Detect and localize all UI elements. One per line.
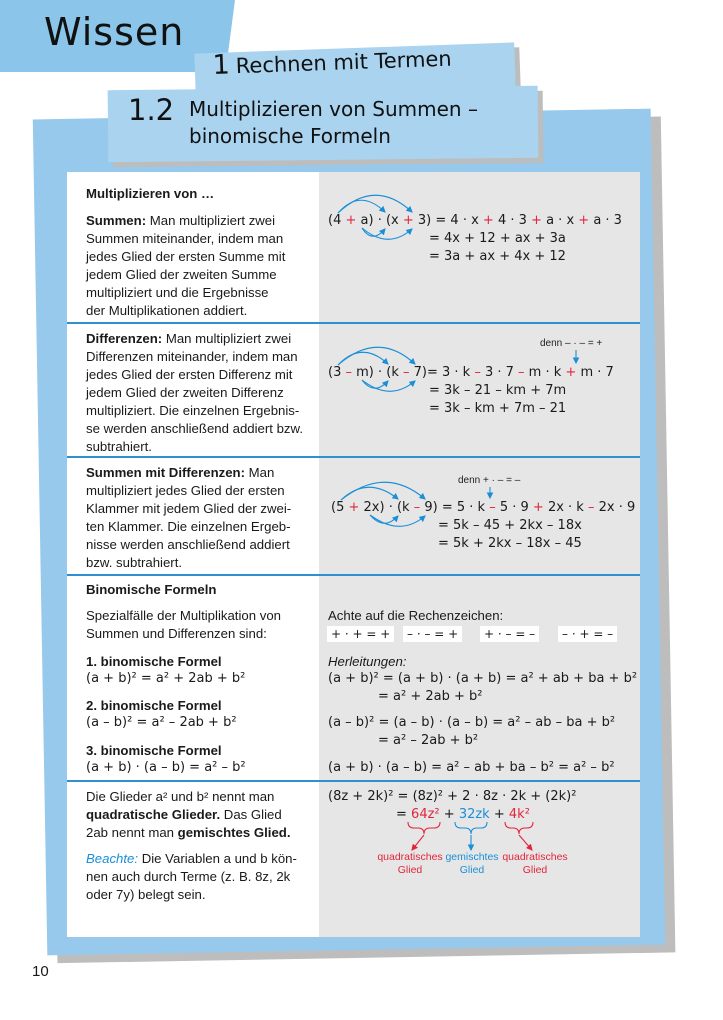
formula2-title: 2. binomische Formel	[86, 698, 222, 713]
chapter-title-text: Rechnen mit Termen	[235, 46, 453, 79]
text-line: nen auch durch Terme (z. B. 8z, 2k	[86, 869, 291, 884]
binom-intro-line2: Summen und Differenzen sind:	[86, 626, 267, 641]
section-number: 1.2	[128, 93, 175, 127]
differenzen-equation-line2: = 3k – 21 – km + 7m	[429, 383, 567, 398]
term-32zk: 32zk	[458, 807, 490, 822]
differenzen-equation-line3: = 3k – km + 7m – 21	[429, 401, 567, 416]
text-line: subtrahiert.	[86, 439, 152, 454]
summen-equation-line2: = 4x + 12 + ax + 3a	[429, 231, 566, 246]
text-line: multipliziert jedes Glied der ersten	[86, 483, 285, 498]
term-braces	[408, 822, 533, 850]
text-line: oder 7y) belegt sein.	[86, 887, 206, 902]
distribution-arrows-3	[341, 482, 490, 526]
formula1: (a + b)² = a² + 2ab + b²	[86, 671, 246, 686]
summen-diff-note: denn + · – = –	[458, 475, 521, 486]
derivation1-line2: = a² + 2ab + b²	[378, 689, 483, 704]
summen-diff-label: Summen mit Differenzen:	[86, 465, 246, 480]
derivation2-line1: (a – b)² = (a – b) · (a – b) = a² – ab – ba + b²	[328, 715, 616, 730]
summen-diff-equation-line3: = 5k + 2kx – 18x – 45	[438, 536, 582, 551]
distribution-arrows-1	[338, 195, 412, 239]
text-line: Klammer mit jedem Glied der zwei-	[86, 501, 292, 516]
formula2: (a – b)² = a² – 2ab + b²	[86, 715, 237, 730]
differenzen-note: denn – · – = +	[540, 338, 603, 349]
label-gemischtes-glied: gemischtes Glied	[445, 851, 499, 876]
sign-rule-chip: – · – = +	[403, 626, 462, 642]
summen-diff-equation-line2: = 5k – 45 + 2kx – 18x	[438, 518, 582, 533]
derivation2-line2: = a² – 2ab + b²	[378, 733, 479, 748]
beachte-label: Beachte:	[86, 851, 139, 866]
sign-rule-chip: – · + = –	[558, 626, 617, 642]
text-line: Die Variablen a und b kön-	[138, 851, 297, 866]
sign-rule-chip: + · – = –	[480, 626, 539, 642]
text-line: ten Klammer. Die einzelnen Ergeb-	[86, 519, 291, 534]
chapter-number: 1	[212, 49, 231, 81]
text-line: Man multipliziert zwei	[162, 331, 292, 346]
text-line: Die Glieder a² und b² nennt man	[86, 789, 275, 804]
formula3: (a + b) · (a – b) = a² – b²	[86, 760, 246, 775]
text-line: 2ab nennt man	[86, 825, 178, 840]
label-quadratisches-glied-2: quadratisches Glied	[502, 851, 568, 876]
term-64z2: 64z²	[411, 807, 440, 822]
intro-heading: Multiplizieren von …	[86, 186, 215, 201]
section-title-line1: Multiplizieren von Summen –	[189, 97, 478, 121]
distribution-arrows-2	[338, 347, 576, 391]
achte-text: Achte auf die Rechenzeichen:	[328, 608, 504, 623]
differenzen-equation-line1: (3 – m) · (k – 7)= 3 · k – 3 · 7 – m · k + m · 7	[328, 365, 614, 380]
formula1-title: 1. binomische Formel	[86, 654, 222, 669]
text-line: nisse werden anschließend addiert	[86, 537, 290, 552]
summen-equation-line1: (4 + a) · (x + 3) = 4 · x + 4 · 3 + a · x + a · 3	[328, 213, 622, 228]
term-4k2: 4k²	[508, 807, 530, 822]
text-line: multipliziert. Die einzelnen Ergebnis-	[86, 403, 300, 418]
text-line: jedes Glied der ersten Summe mit	[86, 249, 286, 264]
text-line: multipliziert und die Ergebnisse	[86, 285, 269, 300]
formula3-title: 3. binomische Formel	[86, 743, 222, 758]
text-line: Summen miteinander, indem man	[86, 231, 284, 246]
text-line: jedes Glied der ersten Differenz mit	[86, 367, 293, 382]
glieder-term-gemischt: gemischtes Glied.	[177, 825, 291, 840]
section-title-line2: binomische Formeln	[189, 124, 391, 148]
text-line: se werden anschließend addiert bzw.	[86, 421, 303, 436]
summen-equation-line3: = 3a + ax + 4x + 12	[429, 249, 566, 264]
summen-diff-equation-line1: (5 + 2x) · (k – 9) = 5 · k – 5 · 9 + 2x · k – 2x · 9	[331, 500, 636, 515]
derivation1-line1: (a + b)² = (a + b) · (a + b) = a² + ab + ba + b²	[328, 671, 638, 686]
text-line: der Multiplikationen addiert.	[86, 303, 248, 318]
text-line: bzw. subtrahiert.	[86, 555, 183, 570]
text-line: jedem Glied der zweiten Summe	[86, 267, 277, 282]
sign-rule-chip: + · + = +	[327, 626, 394, 642]
text-line: Differenzen miteinander, indem man	[86, 349, 298, 364]
label-quadratisches-glied-1: quadratisches Glied	[377, 851, 443, 876]
herleitungen-heading: Herleitungen:	[328, 654, 407, 669]
page-number: 10	[32, 963, 49, 980]
example-line1: (8z + 2k)² = (8z)² + 2 · 8z · 2k + (2k)²	[328, 789, 577, 804]
derivation3: (a + b) · (a – b) = a² – ab + ba – b² = a² – b²	[328, 760, 615, 775]
text-line: Man multipliziert zwei	[146, 213, 276, 228]
example-line2: = 64z² + 32zk + 4k²	[396, 807, 530, 822]
differenzen-label: Differenzen:	[86, 331, 163, 346]
text-line: jedem Glied der zweiten Differenz	[86, 385, 284, 400]
wissen-title: Wissen	[44, 10, 185, 54]
text-line: Man	[245, 465, 275, 480]
summen-label: Summen:	[86, 213, 147, 228]
binom-intro-line1: Spezialfälle der Multiplikation von	[86, 608, 281, 623]
glieder-term-quadratisch: quadratische Glieder.	[86, 807, 221, 822]
binom-heading: Binomische Formeln	[86, 582, 217, 597]
text-line: Das Glied	[220, 807, 282, 822]
